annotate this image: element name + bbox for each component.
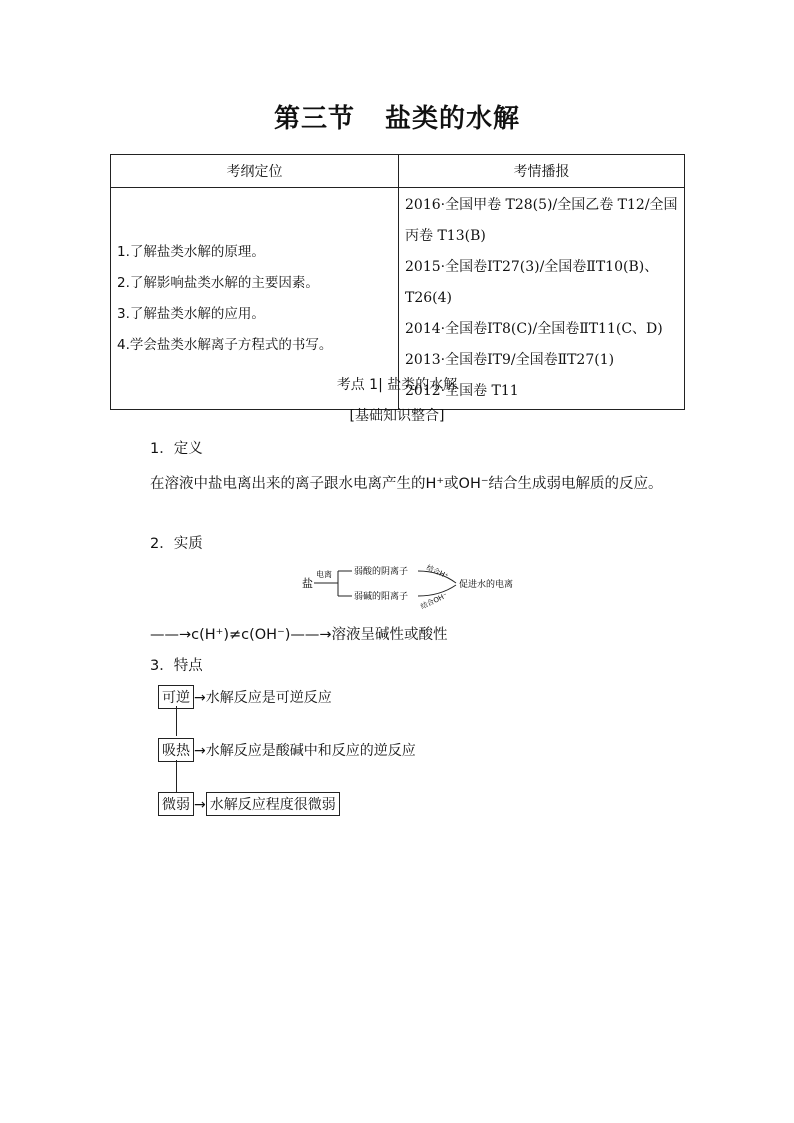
arrow-icon: → <box>194 690 206 706</box>
page-title <box>0 98 794 135</box>
feature-connector <box>176 706 177 736</box>
diag-combine-h: 结合H⁺ <box>425 563 450 581</box>
outline-item: 1.了解盐类水解的原理。 <box>117 243 265 260</box>
s3-heading: 3．特点 <box>150 658 203 674</box>
title-section: 第三节 <box>273 104 355 134</box>
exam-line: 2014·全国卷ⅠT8(C)/全国卷ⅡT11(C、D) <box>405 321 663 337</box>
s1-text: 在溶液中盐电离出来的离子跟水电离产生的H⁺或OH⁻结合生成弱电解质的反应。 <box>150 476 663 492</box>
exam-line: 2013·全国卷ⅠT9/全国卷ⅡT27(1) <box>405 352 615 368</box>
feature-row <box>158 738 416 762</box>
feature-tag: 吸热 <box>158 738 194 762</box>
feature-text: 水解反应程度很微弱 <box>206 792 340 816</box>
outline-item: 4.学会盐类水解离子方程式的书写。 <box>117 336 333 353</box>
feature-row <box>158 792 340 816</box>
exam-line: 2016·全国甲卷 T28(5)/全国乙卷 T12/全国 <box>405 197 678 213</box>
feature-text: 水解反应是可逆反应 <box>205 690 332 706</box>
exam-line: 2015·全国卷ⅠT27(3)/全国卷ⅡT10(B)、T26(4) <box>405 259 659 306</box>
feature-connector <box>176 760 177 792</box>
arrow-icon: → <box>194 797 206 813</box>
s2-heading: 2．实质 <box>150 536 203 552</box>
arrow-icon: → <box>194 743 206 759</box>
s1-heading: 1．定义 <box>150 441 203 457</box>
s2-result: ——→c(H⁺)≠c(OH⁻)——→溶液呈碱性或酸性 <box>150 627 448 643</box>
diag-anion: 弱酸的阴离子 <box>354 567 409 577</box>
diag-salt: 盐 <box>302 577 313 590</box>
outline-table <box>110 154 685 410</box>
outline-item: 2.了解影响盐类水解的主要因素。 <box>117 274 319 291</box>
feature-tag: 可逆 <box>158 685 194 709</box>
outline-item: 3.了解盐类水解的应用。 <box>117 305 265 322</box>
exam-line: 丙卷 T13(B) <box>405 228 486 244</box>
diag-ionize: 电离 <box>316 570 332 579</box>
kaodian-heading: 考点 1| 盐类的水解 <box>336 377 458 393</box>
section-tag: [基础知识整合] <box>349 408 445 424</box>
feature-text: 水解反应是酸碱中和反应的逆反应 <box>205 743 416 759</box>
diag-result: 促进水的电离 <box>459 580 514 590</box>
diag-combine-oh: 结合OH⁻ <box>419 591 449 611</box>
header-outline: 考纲定位 <box>111 155 399 188</box>
feature-tag: 微弱 <box>158 792 194 816</box>
feature-row <box>158 685 332 709</box>
diag-cation: 弱碱的阳离子 <box>354 592 409 602</box>
exam-line: 2012·全国卷 T11 <box>405 383 519 399</box>
title-topic: 盐类的水解 <box>385 104 521 134</box>
header-exam: 考情播报 <box>399 155 685 188</box>
ionization-diagram <box>300 563 530 613</box>
